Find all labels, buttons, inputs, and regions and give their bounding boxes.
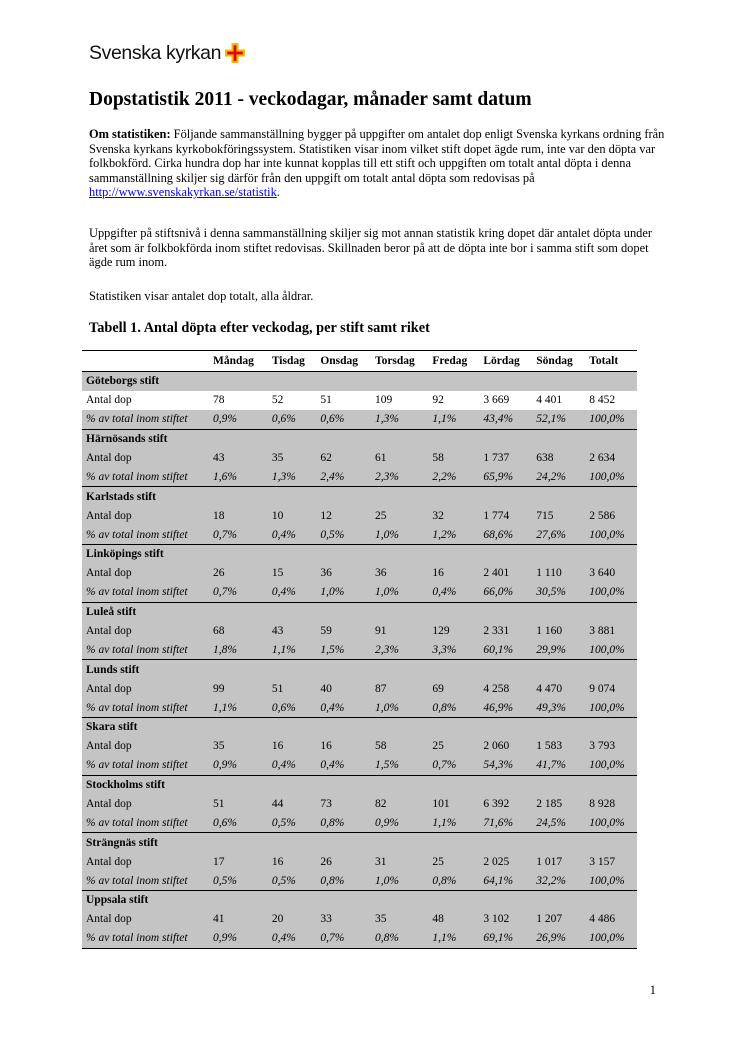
percent-cell: 0,9% [209, 929, 268, 948]
diocese-header-row [82, 372, 637, 391]
count-row [82, 737, 637, 756]
count-cell: 2 586 [585, 506, 637, 525]
percent-cell: 1,0% [316, 583, 371, 602]
row-label: % av total inom stiftet [82, 929, 209, 948]
percent-cell: 52,1% [532, 410, 585, 429]
percent-cell: 0,8% [428, 871, 479, 890]
count-cell: 10 [268, 506, 317, 525]
percent-cell: 24,5% [532, 813, 585, 832]
percent-cell: 0,4% [268, 583, 317, 602]
count-cell: 2 060 [479, 737, 532, 756]
count-cell: 2 025 [479, 852, 532, 871]
diocese-name: Skara stift [82, 718, 637, 737]
count-cell: 26 [316, 852, 371, 871]
percent-cell: 0,6% [268, 410, 317, 429]
percent-row [82, 640, 637, 659]
percent-cell: 100,0% [585, 640, 637, 659]
count-row [82, 391, 637, 410]
diocese-name: Strängnäs stift [82, 833, 637, 852]
row-label: Antal dop [82, 679, 209, 698]
count-cell: 59 [316, 622, 371, 641]
percent-cell: 3,3% [428, 640, 479, 659]
percent-cell: 46,9% [479, 698, 532, 717]
percent-cell: 1,1% [428, 929, 479, 948]
diocese-note-paragraph: Uppgifter på stiftsnivå i denna sammanställning skiljer sig mot annan statistik kring dopet där antalet döpta under året som är folkbokförda inom stiftet redovisas. Skillnaden beror på att de döpta inte bor i samma stift som dopet ägde rum inom. [89, 226, 652, 270]
column-header: Lördag [483, 355, 520, 367]
count-cell: 73 [316, 795, 371, 814]
percent-cell: 1,3% [268, 467, 317, 486]
percent-cell: 29,9% [532, 640, 585, 659]
intro-label: Om statistiken: [89, 127, 171, 141]
count-cell: 26 [209, 564, 268, 583]
count-cell: 16 [428, 564, 479, 583]
percent-cell: 0,6% [268, 698, 317, 717]
percent-cell: 0,7% [428, 756, 479, 775]
count-cell: 9 074 [585, 679, 637, 698]
percent-cell: 1,1% [268, 640, 317, 659]
row-label: Antal dop [82, 506, 209, 525]
count-cell: 15 [268, 564, 317, 583]
percent-cell: 100,0% [585, 583, 637, 602]
percent-cell: 64,1% [479, 871, 532, 890]
percent-cell: 100,0% [585, 813, 637, 832]
percent-cell: 1,3% [371, 410, 428, 429]
row-label: % av total inom stiftet [82, 525, 209, 544]
count-row [82, 564, 637, 583]
percent-cell: 1,2% [428, 525, 479, 544]
count-cell: 3 102 [479, 910, 532, 929]
count-row [82, 852, 637, 871]
row-label: Antal dop [82, 622, 209, 641]
count-cell: 17 [209, 852, 268, 871]
count-cell: 3 881 [585, 622, 637, 641]
count-cell: 1 737 [479, 449, 532, 468]
count-cell: 41 [209, 910, 268, 929]
count-cell: 16 [268, 852, 317, 871]
count-cell: 31 [371, 852, 428, 871]
row-label: % av total inom stiftet [82, 583, 209, 602]
count-cell: 8 452 [589, 394, 616, 407]
percent-cell: 0,8% [428, 698, 479, 717]
percent-cell: 0,8% [316, 813, 371, 832]
percent-cell: 100,0% [585, 410, 637, 429]
column-header: Måndag [213, 355, 254, 367]
diocese-header-row [82, 718, 637, 737]
count-cell: 58 [371, 737, 428, 756]
percent-cell: 2,3% [371, 467, 428, 486]
header-blank [82, 351, 209, 372]
intro-paragraph [89, 127, 669, 200]
row-label: Antal dop [82, 737, 209, 756]
percent-cell: 60,1% [479, 640, 532, 659]
diocese-header-row [82, 833, 637, 852]
percent-cell: 69,1% [479, 929, 532, 948]
percent-cell: 0,4% [316, 698, 371, 717]
diocese-header-row [82, 602, 637, 621]
count-cell: 101 [428, 795, 479, 814]
percent-cell: 1,0% [371, 583, 428, 602]
count-cell: 4 470 [532, 679, 585, 698]
percent-row [82, 813, 637, 832]
intro-end: . [276, 185, 280, 200]
count-row [82, 910, 637, 929]
row-label: Antal dop [82, 564, 209, 583]
percent-cell: 100,0% [585, 525, 637, 544]
percent-cell: 1,5% [371, 756, 428, 775]
count-cell: 32 [428, 506, 479, 525]
percent-cell: 2,3% [371, 640, 428, 659]
count-cell: 43 [209, 449, 268, 468]
count-cell: 58 [428, 449, 479, 468]
count-cell: 1 017 [532, 852, 585, 871]
count-cell: 20 [268, 910, 317, 929]
count-cell: 18 [209, 506, 268, 525]
count-row [82, 506, 637, 525]
percent-cell: 100,0% [585, 756, 637, 775]
column-header: Tisdag [271, 355, 305, 367]
statistics-link[interactable]: http://www.svenskakyrkan.se/statistik [89, 185, 277, 200]
percent-cell: 0,6% [316, 410, 371, 429]
count-cell: 78 [213, 394, 225, 407]
count-cell: 25 [371, 506, 428, 525]
count-cell: 2 331 [479, 622, 532, 641]
count-cell: 48 [428, 910, 479, 929]
intro-text: Följande sammanställning bygger på uppgifter om antalet dop enligt Svenska kyrkans ordning från Svenska kyrkans kyrkobokföringssystem. Statistiken visar inom vilket stift dopet ägde rum, inte var den döpta var folkbokförd. Cirka hundra dop har inte kunnat kopplas till ett stift och uppgiften om totalt antal döpta i denna sammanställning skiljer sig därför från den uppgift om totalt antal döpta som redovisas på [89, 127, 665, 185]
count-row [82, 449, 637, 468]
diocese-header-row [82, 429, 637, 448]
count-cell: 715 [532, 506, 585, 525]
count-cell: 1 583 [532, 737, 585, 756]
percent-cell: 0,8% [316, 871, 371, 890]
column-header: Söndag [536, 355, 573, 367]
percent-cell: 0,4% [268, 525, 317, 544]
percent-cell: 0,7% [209, 525, 268, 544]
count-cell: 4 401 [536, 394, 563, 407]
percent-cell: 24,2% [532, 467, 585, 486]
count-cell: 52 [271, 394, 284, 407]
page-number: 1 [649, 983, 656, 997]
logo-text: Svenska kyrkan [89, 41, 222, 64]
column-header: Onsdag [320, 355, 359, 367]
count-cell: 3 669 [483, 394, 510, 407]
percent-cell: 1,0% [371, 525, 428, 544]
count-row [82, 795, 637, 814]
diocese-name: Härnösands stift [82, 429, 637, 448]
percent-cell: 100,0% [585, 467, 637, 486]
diocese-name: Lunds stift [82, 660, 637, 679]
percent-cell: 0,4% [268, 929, 317, 948]
row-label: Antal dop [82, 910, 209, 929]
percent-cell: 0,9% [209, 410, 268, 429]
percent-cell: 1,6% [209, 467, 268, 486]
count-cell: 12 [316, 506, 371, 525]
diocese-header-row [82, 487, 637, 506]
row-label: Antal dop [82, 795, 209, 814]
column-header: Torsdag [374, 355, 415, 367]
percent-cell: 30,5% [532, 583, 585, 602]
percent-cell: 0,9% [371, 813, 428, 832]
percent-row [82, 467, 637, 486]
percent-cell: 65,9% [479, 467, 532, 486]
percent-cell: 0,9% [209, 756, 268, 775]
count-cell: 8 928 [585, 795, 637, 814]
diocese-name: Linköpings stift [82, 545, 637, 564]
count-cell: 92 [432, 394, 444, 407]
percent-row [82, 583, 637, 602]
percent-cell: 100,0% [585, 929, 637, 948]
percent-cell: 54,3% [479, 756, 532, 775]
count-cell: 69 [428, 679, 479, 698]
percent-cell: 32,2% [532, 871, 585, 890]
count-cell: 99 [209, 679, 268, 698]
percent-cell: 1,0% [371, 698, 428, 717]
count-cell: 25 [428, 737, 479, 756]
percent-cell: 0,5% [316, 525, 371, 544]
percent-cell: 1,0% [371, 871, 428, 890]
scope-note-paragraph: Statistiken visar antalet dop totalt, alla åldrar. [89, 289, 314, 303]
count-cell: 1 160 [532, 622, 585, 641]
page-title: Dopstatistik 2011 - veckodagar, månader samt datum [89, 89, 532, 110]
count-cell: 68 [209, 622, 268, 641]
percent-row [82, 756, 637, 775]
table-caption: Tabell 1. Antal döpta efter veckodag, per stift samt riket [89, 320, 430, 336]
count-cell: 1 207 [532, 910, 585, 929]
count-cell: 6 392 [479, 795, 532, 814]
diocese-name: Göteborgs stift [82, 372, 637, 391]
row-label: % av total inom stiftet [82, 698, 209, 717]
diocese-name: Uppsala stift [82, 891, 637, 910]
percent-cell: 1,1% [428, 410, 479, 429]
percent-cell: 0,5% [268, 871, 317, 890]
diocese-header-row [82, 891, 637, 910]
count-cell: 1 110 [532, 564, 585, 583]
count-cell: 36 [371, 564, 428, 583]
diocese-header-row [82, 775, 637, 794]
diocese-header-row [82, 545, 637, 564]
percent-row [82, 525, 637, 544]
svenska-kyrkan-logo [89, 40, 246, 66]
percent-cell: 100,0% [585, 698, 637, 717]
row-label: % av total inom stiftet [82, 410, 209, 429]
count-cell: 51 [209, 795, 268, 814]
count-cell: 1 774 [479, 506, 532, 525]
column-header: Fredag [432, 355, 468, 367]
count-cell: 25 [428, 852, 479, 871]
row-label: Antal dop [82, 852, 209, 871]
count-cell: 51 [320, 394, 332, 407]
percent-cell: 0,7% [209, 583, 268, 602]
count-row [82, 679, 637, 698]
count-cell: 62 [316, 449, 371, 468]
count-cell: 35 [371, 910, 428, 929]
percent-cell: 0,8% [371, 929, 428, 948]
percent-row [82, 929, 637, 948]
count-cell: 3 640 [585, 564, 637, 583]
percent-cell: 1,5% [316, 640, 371, 659]
percent-cell: 0,6% [209, 813, 268, 832]
count-cell: 16 [316, 737, 371, 756]
percent-cell: 1,1% [209, 698, 268, 717]
percent-row [82, 871, 637, 890]
count-cell: 2 401 [479, 564, 532, 583]
percent-cell: 0,5% [209, 871, 268, 890]
diocese-name: Luleå stift [82, 602, 637, 621]
count-cell: 44 [268, 795, 317, 814]
count-cell: 91 [371, 622, 428, 641]
row-label: % av total inom stiftet [82, 871, 209, 890]
percent-cell: 41,7% [532, 756, 585, 775]
count-row [82, 622, 637, 641]
percent-row [82, 698, 637, 717]
count-cell: 35 [268, 449, 317, 468]
row-label: % av total inom stiftet [82, 756, 209, 775]
percent-cell: 0,4% [316, 756, 371, 775]
count-cell: 36 [316, 564, 371, 583]
diocese-name: Karlstads stift [82, 487, 637, 506]
diocese-header-row [82, 660, 637, 679]
count-cell: 129 [428, 622, 479, 641]
percent-cell: 2,2% [428, 467, 479, 486]
row-label: Antal dop [86, 394, 132, 407]
percent-cell: 0,4% [268, 756, 317, 775]
count-cell: 16 [268, 737, 317, 756]
row-label: % av total inom stiftet [82, 640, 209, 659]
percent-cell: 49,3% [532, 698, 585, 717]
count-cell: 4 486 [585, 910, 637, 929]
column-header: Totalt [589, 355, 619, 367]
percent-cell: 100,0% [585, 871, 637, 890]
count-cell: 2 185 [532, 795, 585, 814]
percent-cell: 2,4% [316, 467, 371, 486]
count-cell: 33 [316, 910, 371, 929]
count-cell: 51 [268, 679, 317, 698]
row-label: % av total inom stiftet [82, 467, 209, 486]
percent-cell: 1,1% [428, 813, 479, 832]
diocese-name: Stockholms stift [82, 775, 637, 794]
count-cell: 40 [316, 679, 371, 698]
percent-cell: 66,0% [479, 583, 532, 602]
table-body [82, 372, 637, 949]
count-cell: 87 [371, 679, 428, 698]
percent-cell: 27,6% [532, 525, 585, 544]
percent-cell: 1,8% [209, 640, 268, 659]
percent-row [82, 410, 637, 429]
row-label: % av total inom stiftet [82, 813, 209, 832]
count-cell: 82 [371, 795, 428, 814]
row-label: Antal dop [82, 449, 209, 468]
baptism-weekday-table [82, 350, 637, 949]
percent-cell: 71,6% [479, 813, 532, 832]
percent-cell: 68,6% [479, 525, 532, 544]
percent-cell: 0,7% [316, 929, 371, 948]
church-cross-icon [224, 42, 246, 64]
count-cell: 43 [268, 622, 317, 641]
count-cell: 638 [532, 449, 585, 468]
count-cell: 3 793 [585, 737, 637, 756]
count-cell: 3 157 [585, 852, 637, 871]
count-cell: 35 [209, 737, 268, 756]
percent-cell: 26,9% [532, 929, 585, 948]
count-cell: 4 258 [479, 679, 532, 698]
percent-cell: 0,5% [268, 813, 317, 832]
table-header-row [82, 351, 637, 372]
count-cell: 109 [374, 394, 393, 407]
percent-cell: 43,4% [479, 410, 532, 429]
count-cell: 2 634 [585, 449, 637, 468]
percent-cell: 0,4% [428, 583, 479, 602]
count-cell: 61 [371, 449, 428, 468]
